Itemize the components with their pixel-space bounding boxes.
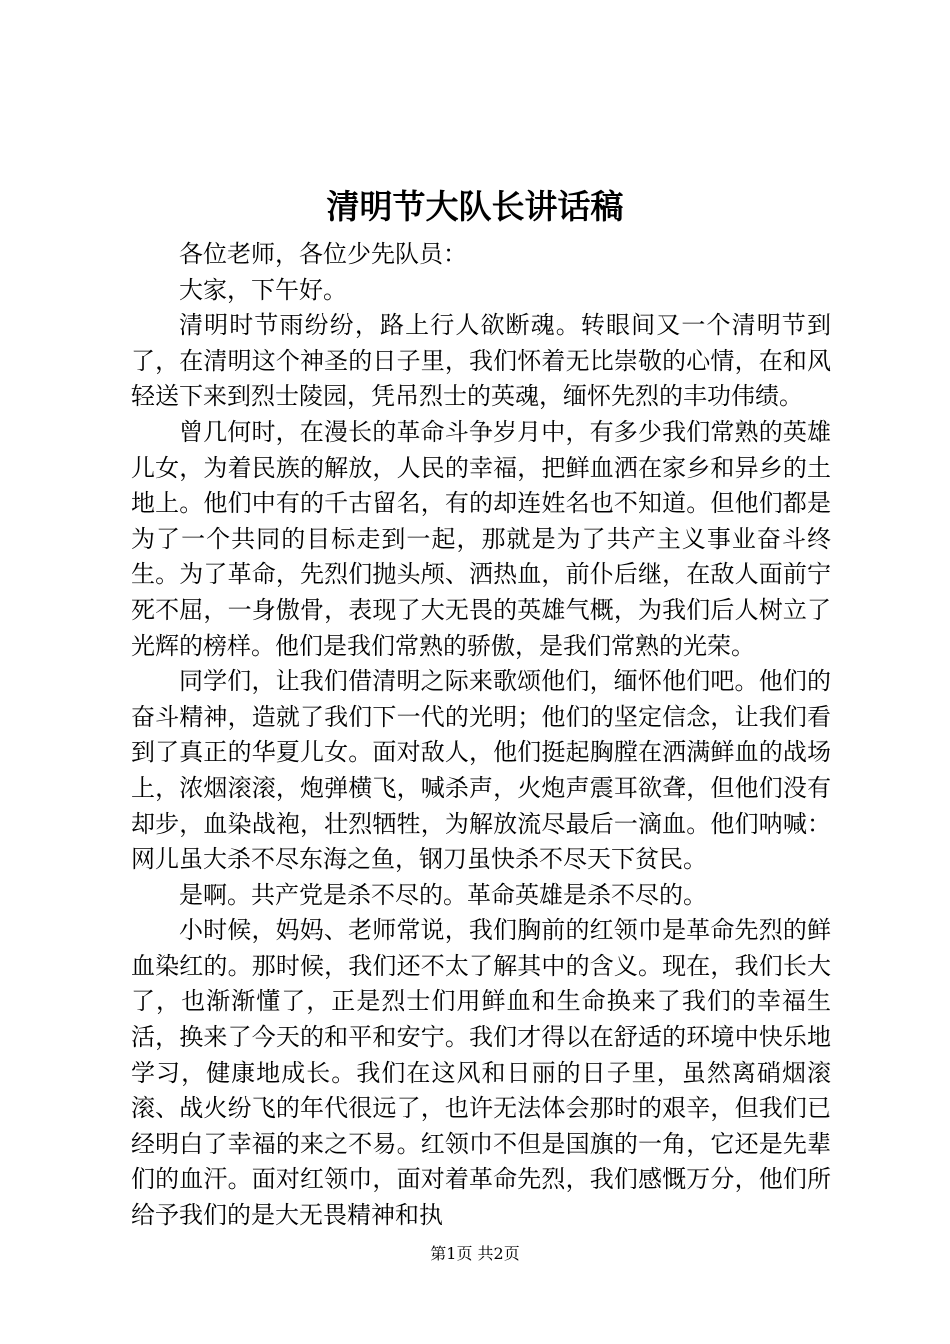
paragraph: 是啊。共产党是杀不尽的。革命英雄是杀不尽的。 [179,880,707,909]
paragraph-greeting: 大家，下午好。 [179,275,347,304]
paragraph-salutation: 各位老师，各位少先队员： [179,240,467,268]
paragraph: 同学们，让我们借清明之际来歌颂他们，缅怀他们吧。他们的奋斗精神，造就了我们下一代的光明；他们的坚定信念，让我们看到了真正的华夏儿女。面对敌人，他们挺起胸膛在洒满鲜血的战场上，浓烟滚滚，炮弹横飞，喊杀声，火炮声震耳欲聋，但他们没有却步，血染战袍，壮烈牺牲，为解放流尽最后一滴血。他们呐喊：网儿虽大杀不尽东海之鱼，钢刀虽快杀不尽天下贫民。 [131,667,831,874]
paragraph: 小时候，妈妈、老师常说，我们胸前的红领巾是革命先烈的鲜血染红的。那时候，我们还不太了解其中的含义。现在，我们长大了，也渐渐懂了，正是烈士们用鲜血和生命换来了我们的幸福生活，换来了今天的和平和安宁。我们才得以在舒适的环境中快乐地学习，健康地成长。我们在这风和日丽的日子里，虽然离硝烟滚滚、战火纷飞的年代很远了，也许无法体会那时的艰辛，但我们已经明白了幸福的来之不易。红领巾不但是国旗的一角，它还是先辈们的血汗。面对红领巾，面对着革命先烈，我们感慨万分，他们所给予我们的是大无畏精神和执 [131,916,831,1230]
paragraph: 曾几何时，在漫长的革命斗争岁月中，有多少我们常熟的英雄儿女，为着民族的解放，人民的幸福，把鲜血洒在家乡和异乡的土地上。他们中有的千古留名，有的却连姓名也不知道。但他们都是为了一个共同的目标走到一起，那就是为了共产主义事业奋斗终生。为了革命，先烈们抛头颅、洒热血，前仆后继，在敌人面前宁死不屈，一身傲骨，表现了大无畏的英雄气概，为我们后人树立了光辉的榜样。他们是我们常熟的骄傲，是我们常熟的光荣。 [131,417,831,660]
document-body [131,237,831,1234]
paragraph: 清明时节雨纷纷，路上行人欲断魂。转眼间又一个清明节到了，在清明这个神圣的日子里，我们怀着无比崇敬的心情，在和风轻送下来到烈士陵园，凭吊烈士的英魂，缅怀先烈的丰功伟绩。 [131,311,831,411]
page-number-footer: 第1页 共2页 [430,1244,520,1263]
document-title: 清明节大队长讲话稿 [326,187,624,226]
